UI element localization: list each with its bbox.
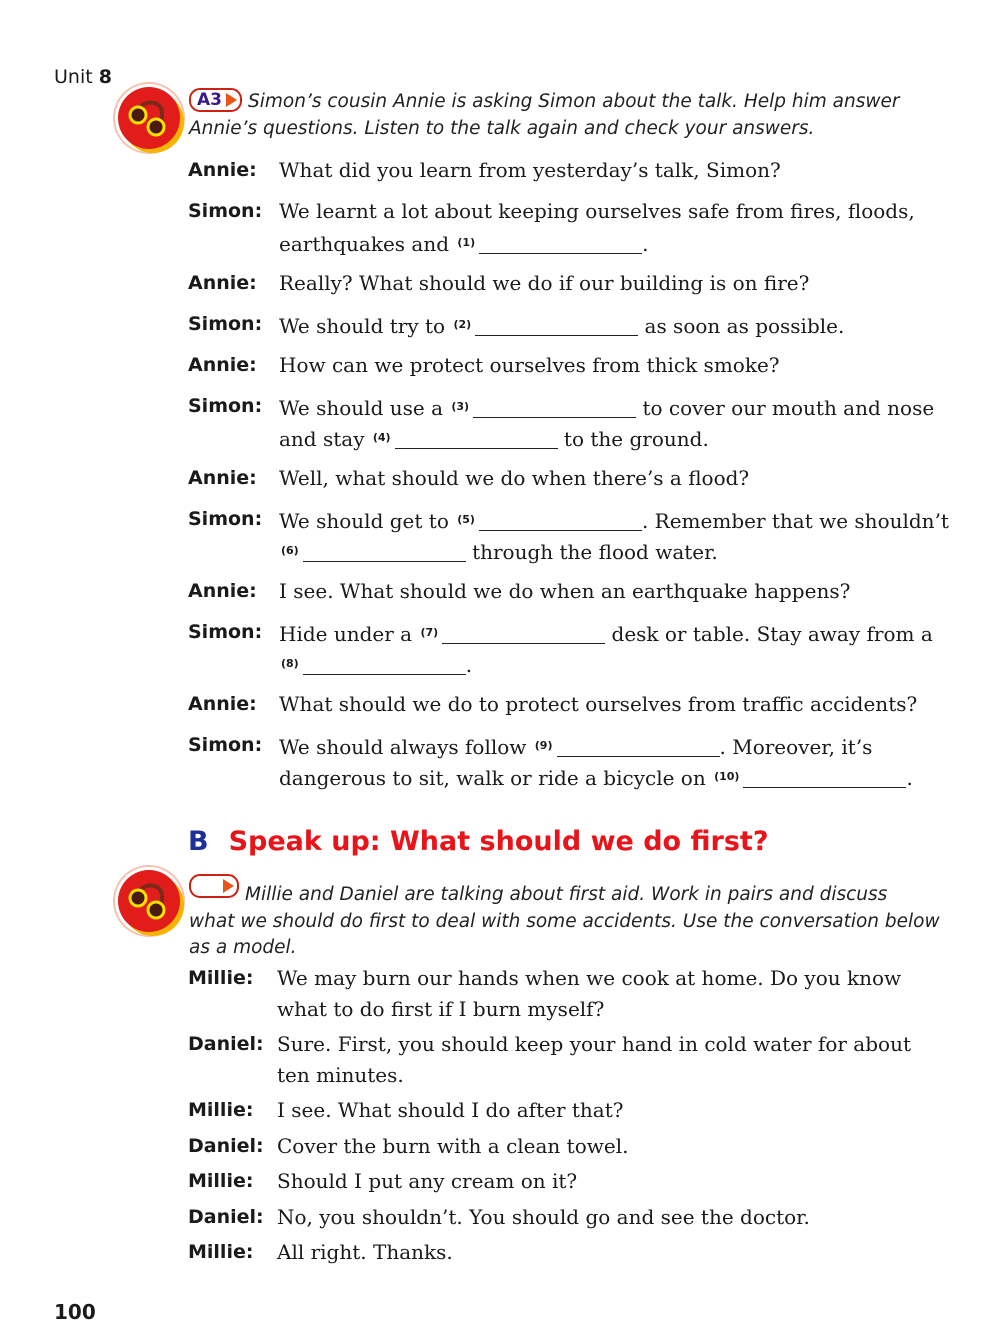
answer-blank[interactable] [557,736,720,757]
dialogue-line [279,196,915,227]
dialogue-text: . [642,232,649,256]
dialogue-line [277,1202,810,1233]
blank-number: (10) [714,770,740,783]
dialogue-text: and stay [279,427,371,451]
blank-number: (4) [372,431,391,444]
dialogue-line [279,504,949,537]
blank-number: (1) [457,236,476,249]
speaker-label: Millie: [188,1241,254,1263]
dialogue-line [279,730,872,763]
dialogue-line [277,1029,911,1060]
blank-number: (9) [534,739,553,752]
dialogue-line [279,535,718,568]
dialogue-text: I see. What should we do when an earthquake happens? [279,579,851,603]
dialogue-text: What should we do to protect ourselves from traffic accidents? [279,692,918,716]
answer-blank[interactable] [303,541,466,562]
dialogue-text: Really? What should we do if our building is on fire? [279,271,810,295]
badge-label: A3 [197,90,222,110]
dialogue-line [277,1095,623,1126]
dialogue-text: I see. What should I do after that? [277,1098,624,1122]
speaker-label: Simon: [188,200,263,222]
speaker-label: Annie: [188,159,257,181]
dialogue-text: No, you shouldn’t. You should go and see the doctor. [277,1204,810,1229]
answer-blank[interactable] [479,233,642,254]
dialogue-text: All right. Thanks. [277,1240,453,1264]
headphones-icon [118,87,180,149]
dialogue-line [279,391,934,424]
dialogue-text: Cover the burn with a clean towel. [277,1133,629,1158]
instruction-a3 [189,88,899,142]
dialogue-text: Should I put any cream on it? [277,1169,578,1193]
instruction-line: Millie and Daniel are talking about first aid. Work in pairs and discuss [245,884,888,905]
play-icon [226,93,237,107]
dialogue-line [279,689,917,720]
blank-number: (6) [281,544,299,557]
dialogue-text: . [906,766,913,790]
instruction-line: what we should do first to deal with some accidents. Use the conversation below [189,910,940,932]
dialogue-line [279,309,844,342]
speaker-label: Simon: [188,734,263,756]
dialogue-text: to the ground. [557,427,709,451]
audio-badge[interactable] [189,88,242,112]
dialogue-text: to cover our mouth and nose [636,396,935,420]
speaker-label: Simon: [188,313,263,335]
speaker-label: Annie: [188,693,257,715]
speaker-label: Daniel: [188,1033,264,1055]
dialogue-line [279,155,781,186]
dialogue-text: We should get to [279,509,456,533]
speaker-label: Simon: [188,621,263,643]
dialogue-text: dangerous to sit, walk or ride a bicycle on [279,766,713,790]
audio-badge[interactable] [189,874,239,898]
dialogue-text: what to do first if I burn myself? [277,996,605,1021]
instruction-line: Simon’s cousin Annie is asking Simon about the talk. Help him answer [248,91,900,112]
answer-blank[interactable] [473,397,636,418]
dialogue-text: . Moreover, it’s [719,735,873,759]
blank-number: (7) [420,626,439,639]
speaker-label: Annie: [188,354,257,376]
dialogue-text: Sure. First, you should keep your hand in cold water for about [277,1032,911,1056]
dialogue-text: We learnt a lot about keeping ourselves safe from fires, floods, [279,199,915,223]
speaker-label: Millie: [188,1099,254,1121]
answer-blank[interactable] [475,315,638,336]
speaker-label: Simon: [188,395,263,417]
headphones-icon [118,870,180,932]
speaker-label: Annie: [188,580,257,602]
answer-blank[interactable] [303,654,466,675]
dialogue-text: We should always follow [279,735,533,759]
dialogue-text: desk or table. Stay away from a [605,622,933,646]
speaker-label: Millie: [188,967,254,989]
section-letter: B [188,826,209,857]
dialogue-line [277,1237,453,1268]
section-title: Speak up: What should we do first? [228,826,769,857]
dialogue-text: earthquakes and [279,232,456,256]
instruction-line: Annie’s questions. Listen to the talk again and check your answers. [189,118,815,139]
speaker-label: Daniel: [188,1205,264,1228]
speaker-label: Daniel: [188,1134,264,1157]
dialogue-line [279,761,913,794]
dialogue-text: . [465,653,473,677]
instruction-line: as a model. [189,937,297,958]
answer-blank[interactable] [743,767,906,788]
answer-blank[interactable] [479,510,642,531]
dialogue-text: What did you learn from yesterday’s talk, Simon? [279,158,781,182]
dialogue-line [279,617,933,650]
blank-number: (8) [281,657,299,670]
dialogue-line [277,963,901,994]
dialogue-line [279,422,709,455]
dialogue-text: How can we protect ourselves from thick smoke? [279,353,780,377]
unit-label [54,66,112,88]
dialogue-text: through the flood water. [465,540,718,564]
answer-blank[interactable] [442,623,605,644]
dialogue-line [279,463,749,494]
speaker-label: Annie: [188,467,257,489]
dialogue-line [279,576,850,607]
dialogue-text: . Remember that we shouldn’t [641,509,949,533]
instruction-b [189,874,940,962]
dialogue-text: as soon as possible. [638,314,845,338]
dialogue-line [279,268,809,299]
blank-number: (5) [457,513,475,526]
unit-label-text: Unit [54,66,93,88]
unit-number: 8 [98,66,112,88]
dialogue-text: ten minutes. [277,1062,404,1087]
dialogue-text: We should use a [279,396,450,420]
answer-blank[interactable] [395,428,558,449]
dialogue-line [279,227,648,260]
section-b-heading [188,826,768,857]
dialogue-text: Well, what should we do when there’s a flood? [279,466,750,490]
dialogue-line [277,1166,577,1197]
speaker-label: Simon: [188,508,263,530]
dialogue-line [279,648,472,681]
blank-number: (3) [451,400,470,413]
dialogue-line [277,994,604,1025]
speaker-label: Millie: [188,1170,254,1192]
dialogue-line [277,1131,628,1162]
blank-number: (2) [453,318,472,331]
speaker-label: Annie: [188,272,257,294]
dialogue-text: We may burn our hands when we cook at home. Do you know [277,966,902,990]
page-number: 100 [54,1300,96,1324]
play-icon [223,879,234,893]
dialogue-text: Hide under a [279,622,419,646]
dialogue-line [277,1060,404,1091]
dialogue-text: We should try to [279,314,452,338]
dialogue-line [279,350,780,381]
